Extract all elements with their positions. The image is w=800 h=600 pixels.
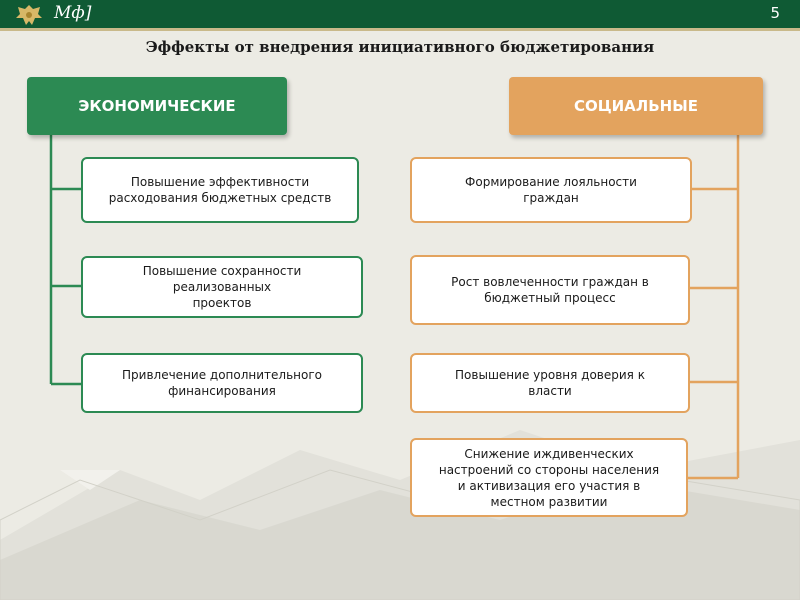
slide-title: Эффекты от внедрения инициативного бюджетирования <box>145 38 655 56</box>
social-item: Формирование лояльности граждан <box>410 157 692 223</box>
economic-header: ЭКОНОМИЧЕСКИЕ <box>27 77 287 135</box>
economic-item: Повышение сохранности реализованных проектов <box>81 256 363 318</box>
social-item: Снижение иждивенческих настроений со стороны населения и активизация его участия в местном развитии <box>410 438 688 517</box>
logo-text: Мф] <box>54 3 92 23</box>
page-number: 5 <box>770 4 780 22</box>
social-item: Рост вовлеченности граждан в бюджетный процесс <box>410 255 690 325</box>
economic-item: Повышение эффективности расходования бюджетных средств <box>81 157 359 223</box>
economic-item: Привлечение дополнительного финансирования <box>81 353 363 413</box>
social-header: СОЦИАЛЬНЫЕ <box>509 77 763 135</box>
social-item: Повышение уровня доверия к власти <box>410 353 690 413</box>
